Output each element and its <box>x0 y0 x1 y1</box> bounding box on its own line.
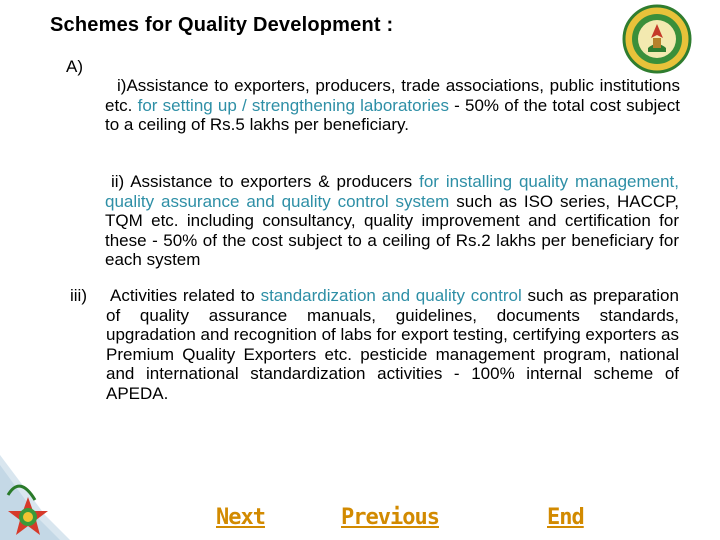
emblem-seal-icon <box>622 4 692 74</box>
decorative-logo-icon <box>0 455 70 540</box>
section-a-marker: A) <box>66 57 83 76</box>
item-i-highlight: for setting up / strengthening laboratories <box>137 95 449 115</box>
previous-link[interactable]: Previous <box>341 505 439 530</box>
item-i-paragraph <box>105 76 680 135</box>
item-ii-text: ii) Assistance to exporters & producers <box>111 172 413 191</box>
item-iii-text-end: such as preparation of quality assurance manuals, guidelines, documents standards, upgradation and recognition of labs for export testing, certifying exporters as Premium Quality Exporters etc. pesticide management program, national and international standardization activities - 100% internal scheme of APEDA. <box>106 286 679 403</box>
page-title: Schemes for Quality Development : <box>50 14 394 36</box>
item-ii-highlight: for installing quality management, quality assurance and quality control system <box>105 172 680 211</box>
item-iii-text: Activities related to <box>110 286 255 305</box>
item-iii-paragraph <box>106 286 679 403</box>
item-ii-text-end: such as ISO series, HACCP, TQM etc. including consultancy, quality improvement and certification for these - 50% of the cost subject to a ceiling of Rs.2 lakhs per beneficiary for each system <box>105 191 680 269</box>
next-link[interactable]: Next <box>216 505 265 530</box>
item-iii-marker: iii) <box>70 286 87 305</box>
end-link[interactable]: End <box>547 505 584 530</box>
item-ii-paragraph <box>105 172 679 270</box>
item-i-text: i)Assistance to exporters, producers, trade associations, public institutions etc. <box>105 76 680 115</box>
item-i-text-end: - 50% of the total cost subject to a ceiling of Rs.5 lakhs per beneficiary. <box>105 95 680 134</box>
item-iii-highlight: standardization and quality control <box>260 286 522 305</box>
